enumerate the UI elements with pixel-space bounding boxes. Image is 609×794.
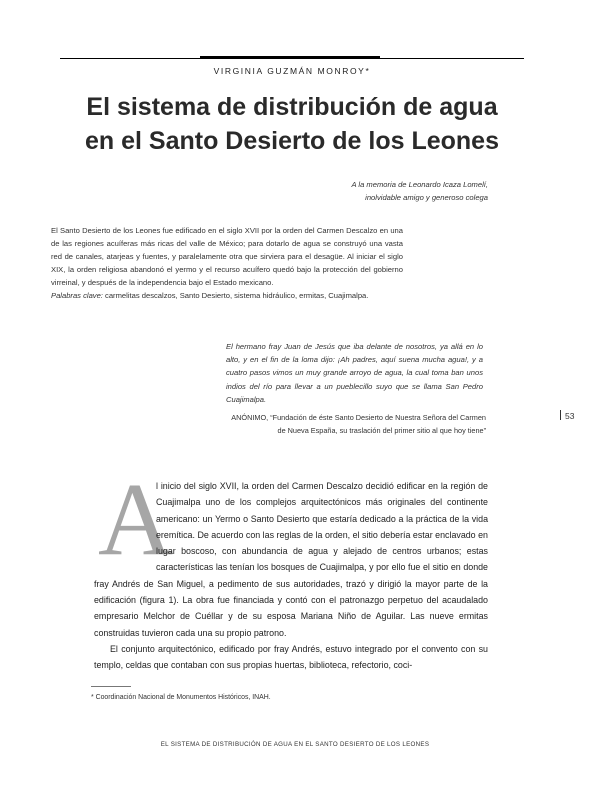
epigraph-source [222,412,486,437]
body-paragraph-1 [94,478,488,641]
keywords-label: Palabras clave: [51,290,103,300]
keywords [51,290,403,303]
top-rule-thick [200,56,380,59]
dedication-line-2: inolvidable amigo y generoso colega [365,193,488,202]
author-name: VIRGINIA GUZMÁN MONROY* [213,66,371,76]
epigraph-source-work: “Fundación de éste Santo Desierto de Nuestra Señora del Carmen de Nueva España, su traslación del primer sitio al que hoy tiene” [268,413,486,435]
drop-cap-spacer [94,484,156,566]
article-title [60,90,524,158]
body-text [94,478,488,674]
title-line-1: El sistema de distribución de agua [86,93,498,121]
page-number-bar [560,410,561,420]
abstract [51,225,403,302]
title-line-2: en el Santo Desierto de los Leones [84,127,499,155]
keywords-list: carmelitas descalzos, Santo Desierto, sistema hidráulico, ermitas, Cuajimalpa. [102,290,369,300]
running-footer: EL SISTEMA DE DISTRIBUCIÓN DE AGUA EN EL SANTO DESIERTO DE LOS LEONES [160,741,430,748]
body-paragraph-2: El conjunto arquitectónico, edificado por fray Andrés, estuvo integrado por el convento con su templo, celdas que contaban con sus propias huertas, biblioteca, refectorio, coci- [94,643,488,671]
dedication [188,178,488,204]
dedication-line-1: A la memoria de Leonardo Icaza Lomelí, [351,180,488,189]
drop-cap: A [98,462,174,577]
body-paragraph-1-text: l inicio del siglo XVII, la orden del Carmen Descalzo decidió edificar en la región de Cuajimalpa uno de los complejos arquitectónicos más originales del continente americano: un Yermo o Santo Desierto que estaría dedicado a la práctica de la vida eremítica. De acuerdo con las reglas de la orden, el sitio debería estar enclavado en lugar boscoso, con abundancia de agua y alejado de centros urbanos; estas características las tenían los bosques de Cuajimalpa, y por ello fue el sitio en donde fray Andrés de San Miguel, a pedimento de sus autoridades, trazó y dirigió la mayor parte de la edificación (figura 1). La obra fue financiada y contó con el patronazgo perpetuo del acaudalado empresario Melchor de Cuéllar y de su esposa Mariana Niño de Aguilar. Las nueve ermitas construidas tuvieron cada una su propio patrono. [94,481,488,638]
epigraph-source-author: ANÓNIMO, [231,413,269,422]
abstract-text: El Santo Desierto de los Leones fue edificado en el siglo XVII por la orden del Carmen Descalzo en una de las regiones acuíferas más ricas del valle de México; para dotarlo de agua se construyó una vasta red de canales, atarjeas y fuentes, y paralelamente otra que sirviera para el desagüe. Al iniciar el siglo XIX, la orden religiosa abandonó el yermo y el recurso acuífero quedó bajo la protección del gobierno virreinal, y después de la independencia bajo el Estado mexicano. [51,226,403,287]
footnote: * Coordinación Nacional de Monumentos Históricos, INAH. [91,694,271,701]
page-number-value: 53 [565,411,575,421]
epigraph-quote: El hermano fray Juan de Jesús que iba delante de nosotros, ya allá en lo alto, y en el fin de la loma dijo: ¡Ah padres, aquí suena mucha agua!, y a cuatro pasos vimos un muy grande arroyo de agua, la cual toma ban unos indios del río para llevar a un pueblecillo suyo que se llama San Pedro Cuajimalpa. [226,342,483,404]
footnote-rule [91,686,131,687]
page-number [560,410,574,421]
